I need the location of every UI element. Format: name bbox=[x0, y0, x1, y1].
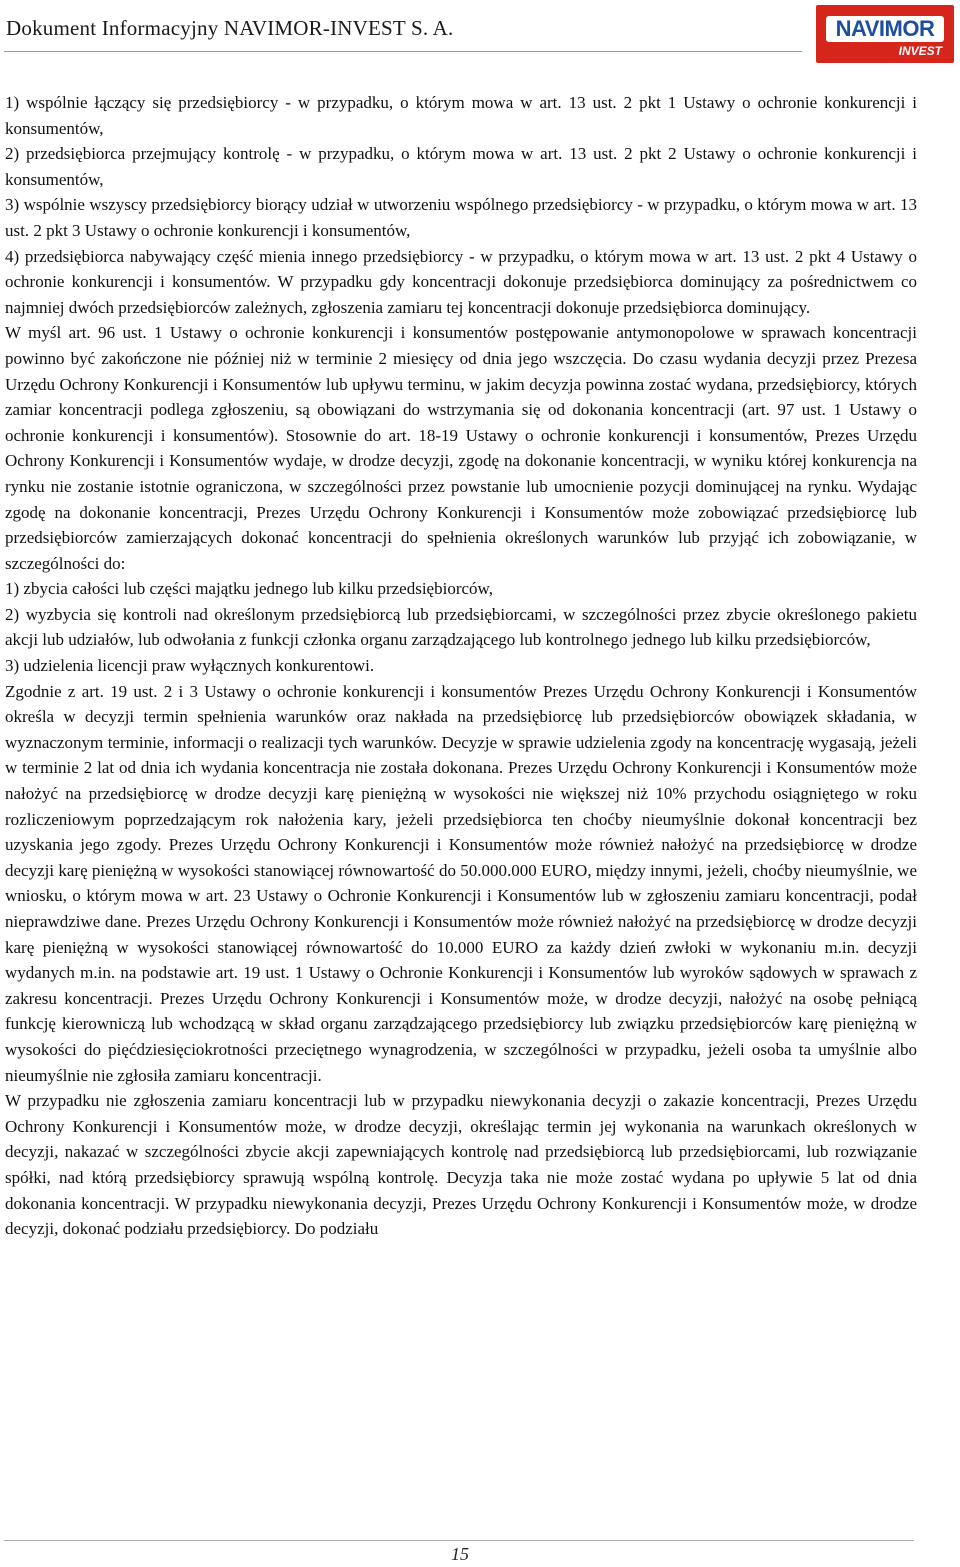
list-item-4: 4) przedsiębiorca nabywający część mienia innego przedsiębiorcy - w przypadku, o którym mowa w art. 13 ust. 2 pkt 4 Ustawy o ochronie konkurencji i konsumentów. W przypadku gdy koncentracji dokonuje przedsiębiorca dominujący za pośrednictwem co najmniej dwóch przedsiębiorców zależnych, zgłoszenia zamiaru tej koncentracji dokonuje przedsiębiorca dominujący. bbox=[5, 246, 917, 317]
list-item-1: 1) wspólnie łączący się przedsiębiorcy - w przypadku, o którym mowa w art. 13 ust. 2 pkt 1 Ustawy o ochronie konkurencji i konsumentów, bbox=[5, 93, 917, 138]
page-header bbox=[0, 0, 960, 70]
document-title: Dokument Informacyjny NAVIMOR-INVEST S. A. bbox=[6, 16, 454, 40]
logo-wordmark: NAVIMOR bbox=[826, 16, 944, 42]
page-number: 15 bbox=[451, 1544, 469, 1564]
paragraph-penalties: Zgodnie z art. 19 ust. 2 i 3 Ustawy o ochronie konkurencji i konsumentów Prezes Urzędu Ochrony Konkurencji i Konsumentów określa w decyzji termin spełnienia warunków oraz nakłada na przedsiębiorcę lub przedsiębiorców obowiązek składania, w wyznaczonym terminie, informacji o realizacji tych warunków. Decyzje w sprawie udzielenia zgody na koncentrację wygasają, jeżeli w terminie 2 lat od dnia ich wydania koncentracja nie została dokonana. Prezes Urzędu Ochrony Konkurencji i Konsumentów może nałożyć na przedsiębiorcę w drodze decyzji karę pieniężną w wysokości nie większej niż 10% przychodu osiągniętego w roku rozliczeniowym poprzedzającym rok nałożenia kary, jeżeli przedsiębiorca ten choćby nieumyślnie dokonał koncentracji bez uzyskania jego zgody. Prezes Urzędu Ochrony Konkurencji i Konsumentów może również nałożyć na przedsiębiorcę w drodze decyzji karę pieniężną w wysokości stanowiącej równowartość do 50.000.000 EURO, między innymi, jeżeli, choćby nieumyślnie, we wniosku, o którym mowa w art. 23 Ustawy o Ochronie Konkurencji i Konsumentów lub w zgłoszeniu zamiaru koncentracji, podał nieprawdziwe dane. Prezes Urzędu Ochrony Konkurencji i Konsumentów może również nałożyć na przedsiębiorcę w drodze decyzji karę pieniężną w wysokości stanowiącej równowartość do 10.000 EURO za każdy dzień zwłoki w wykonaniu m.in. decyzji wydanych m.in. na podstawie art. 19 ust. 1 Ustawy o Ochronie Konkurencji i Konsumentów lub wyroków sądowych w sprawach z zakresu koncentracji. Prezes Urzędu Ochrony Konkurencji i Konsumentów może, w drodze decyzji, nałożyć na osobę pełniącą funkcję kierowniczą lub wchodzącą w skład organu zarządzającego przedsiębiorcy lub związku przedsiębiorców karę pieniężną w wysokości do pięćdziesięciokrotności przeciętnego wynagrodzenia, w szczególności w przypadku, jeżeli osoba ta umyślnie albo nieumyślnie nie zgłosiła zamiaru koncentracji. bbox=[5, 681, 917, 1085]
header-divider bbox=[4, 51, 802, 52]
condition-item-2: 2) wyzbycia się kontroli nad określonym przedsiębiorcą lub przedsiębiorcami, w szczególności przez zbycie określonego pakietu akcji lub udziałów, lub odwołania z funkcji członka organu zarządzającego lub kontrolnego jednego lub kilku przedsiębiorców, bbox=[5, 604, 917, 650]
body-text bbox=[5, 90, 917, 1242]
list-item-3: 3) wspólnie wszyscy przedsiębiorcy biorący udział w utworzeniu wspólnego przedsiębiorcy - w przypadku, o którym mowa w art. 13 ust. 2 pkt 3 Ustawy o ochronie konkurencji i konsumentów, bbox=[5, 195, 917, 240]
footer-divider bbox=[4, 1540, 914, 1541]
condition-item-3: 3) udzielenia licencji praw wyłącznych konkurentowi. bbox=[5, 656, 375, 676]
list-item-2: 2) przedsiębiorca przejmujący kontrolę - w przypadku, o którym mowa w art. 13 ust. 2 pkt 2 Ustawy o ochronie konkurencji i konsumentów, bbox=[5, 144, 917, 189]
paragraph-procedure: W myśl art. 96 ust. 1 Ustawy o ochronie konkurencji i konsumentów postępowanie antymonopolowe w sprawach koncentracji powinno być zakończone nie później niż w terminie 2 miesięcy od dnia jego wszczęcia. Do czasu wydania decyzji przez Prezesa Urzędu Ochrony Konkurencji i Konsumentów lub upływu terminu, w jakim decyzja powinna zostać wydana, przedsiębiorcy, których zamiar koncentracji podlega zgłoszeniu, są obowiązani do wstrzymania się od dokonania koncentracji (art. 97 ust. 1 Ustawy o ochronie konkurencji i konsumentów). Stosownie do art. 18-19 Ustawy o ochronie konkurencji i konsumentów, Prezes Urzędu Ochrony Konkurencji i Konsumentów wydaje, w drodze decyzji, zgodę na dokonanie koncentracji, w wyniku której konkurencja na rynku nie zostanie istotnie ograniczona, w szczególności przez powstanie lub umocnienie pozycji dominującej na rynku. Wydając zgodę na dokonanie koncentracji, Prezes Urzędu Ochrony Konkurencji i Konsumentów może zobowiązać przedsiębiorcę lub przedsiębiorców zamierzających dokonać koncentracji do spełnienia określonych warunków lub przyjąć ich zobowiązanie, w szczególności do: bbox=[5, 323, 917, 573]
paragraph-non-notification: W przypadku nie zgłoszenia zamiaru koncentracji lub w przypadku niewykonania decyzji o zakazie koncentracji, Prezes Urzędu Ochrony Konkurencji i Konsumentów może, w drodze decyzji, określając termin jej wykonania na warunkach określonych w decyzji, nakazać w szczególności zbycie akcji zapewniających kontrolę nad przedsiębiorcą lub przedsiębiorcami, lub rozwiązanie spółki, nad którą przedsiębiorcy sprawują wspólną kontrolę. Decyzja taka nie może zostać wydana po upływie 5 lat od dnia dokonania koncentracji. W przypadku niewykonania decyzji, Prezes Urzędu Ochrony Konkurencji i Konsumentów może, w drodze decyzji, dokonać podziału przedsiębiorcy. Do podziału bbox=[5, 1091, 917, 1239]
navimor-invest-logo bbox=[816, 5, 954, 63]
condition-item-1: 1) zbycia całości lub części majątku jednego lub kilku przedsiębiorców, bbox=[5, 579, 493, 599]
logo-subtext: INVEST bbox=[898, 44, 942, 58]
